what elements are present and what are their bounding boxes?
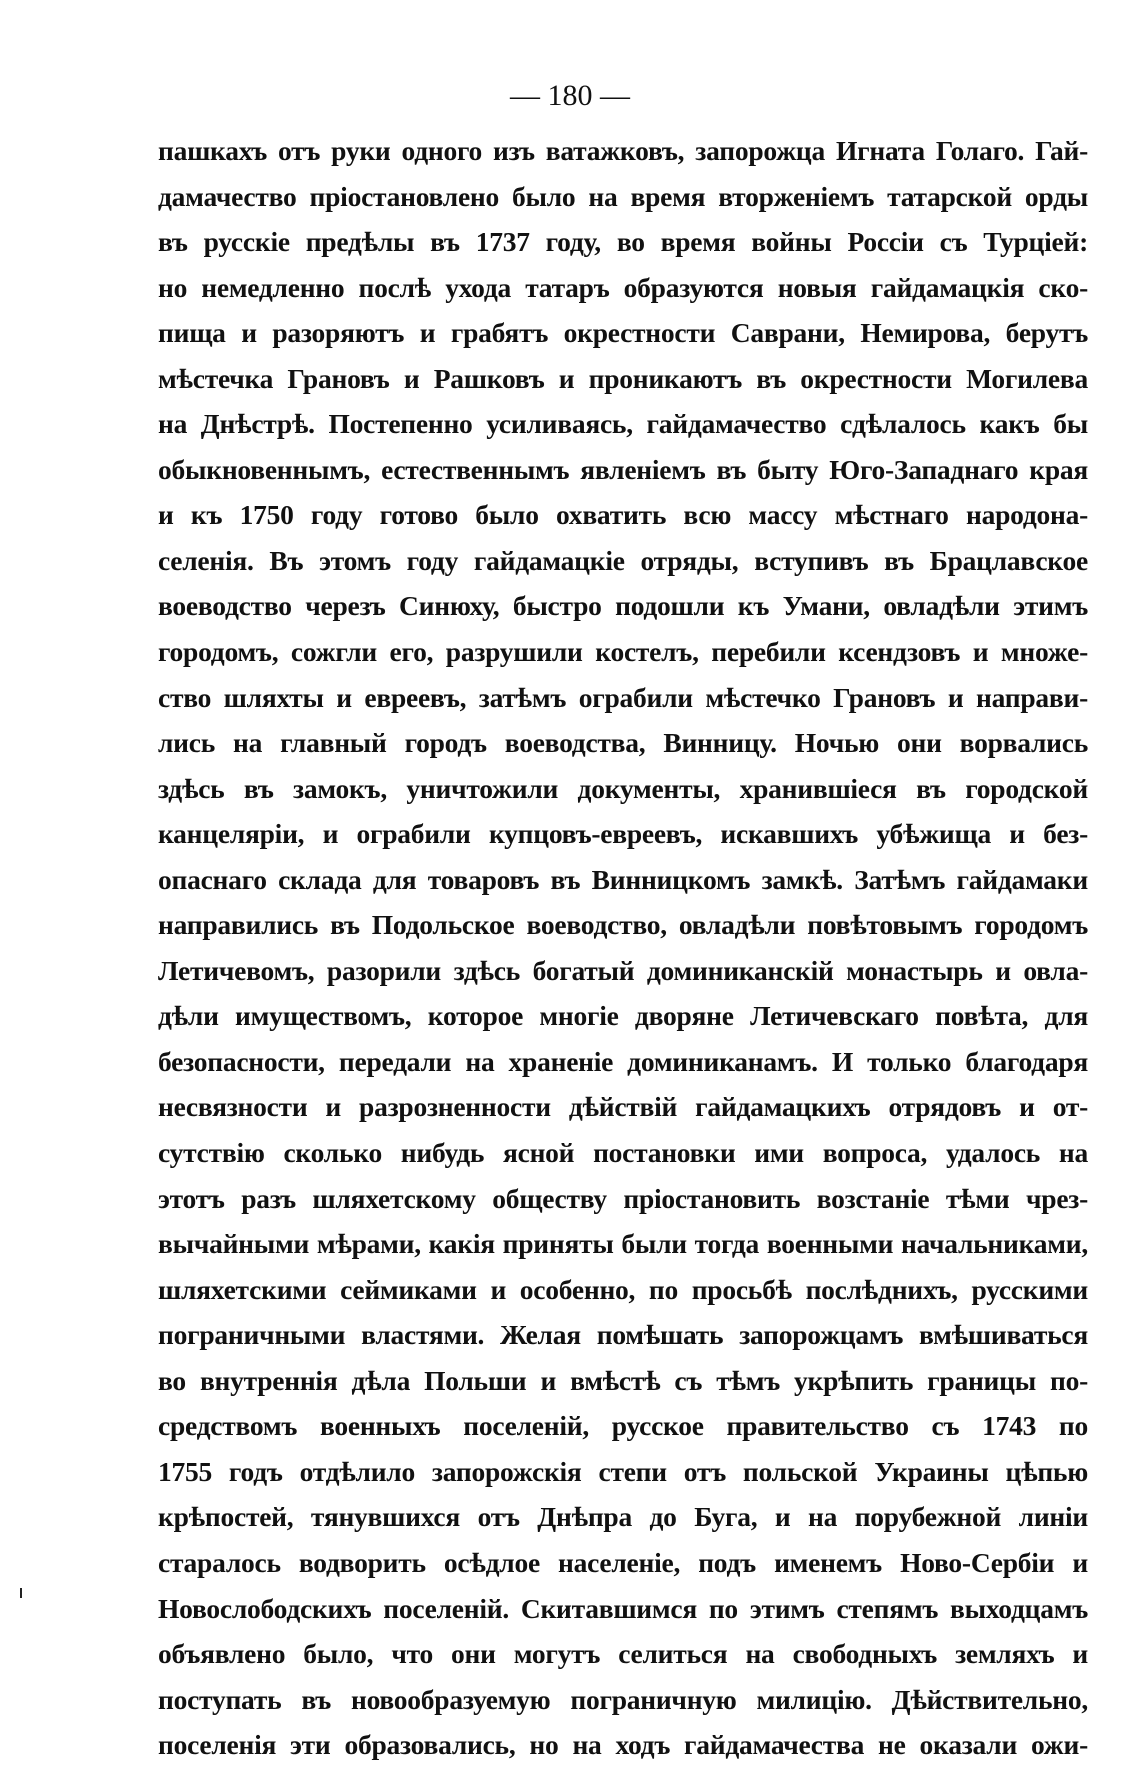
text-line: поселенія эти образовались, но на ходъ гайдамачества не оказали ожи- (158, 1729, 1088, 1761)
text-line: несвязности и разрозненности дѣйствій гайдамацкихъ отрядовъ и от- (158, 1091, 1088, 1123)
text-line: шляхетскими сеймиками и особенно, по просьбѣ послѣднихъ, русскими (158, 1273, 1088, 1305)
text-line: пограничными властями. Желая помѣшать запорожцамъ вмѣшиваться (158, 1319, 1088, 1351)
text-line: поступать въ новообразуемую пограничную милицію. Дѣйствительно, (158, 1683, 1088, 1715)
text-line: средствомъ военныхъ поселеній, русское правительство съ 1743 по (158, 1410, 1088, 1442)
text-line: направились въ Подольское воеводство, овладѣли повѣтовымъ городомъ (158, 909, 1088, 941)
text-line: пища и разоряютъ и грабятъ окрестности Саврани, Немирова, берутъ (158, 317, 1088, 349)
text-line: крѣпостей, тянувшихся отъ Днѣпра до Буга, и на порубежной линіи (158, 1501, 1088, 1533)
text-line: сутствію сколько нибудь ясной постановки ими вопроса, удалось на (158, 1137, 1088, 1169)
text-line: пашкахъ отъ руки одного изъ ватажковъ, запорожца Игната Голаго. Гай- (158, 135, 1088, 166)
text-line: здѣсь въ замокъ, уничтожили документы, хранившіеся въ городской (158, 772, 1088, 804)
text-line: и къ 1750 году готово было охватить всю массу мѣстнаго народона- (158, 499, 1088, 531)
text-line: объявлено было, что они могутъ селиться на свободныхъ земляхъ и (158, 1638, 1088, 1670)
text-line: канцеляріи, и ограбили купцовъ-евреевъ, искавшихъ убѣжища и без- (158, 818, 1088, 850)
text-line: воеводство черезъ Синюху, быстро подошли къ Умани, овладѣли этимъ (158, 590, 1088, 622)
text-line: въ русскіе предѣлы въ 1737 году, во время войны Россіи съ Турціей: (158, 226, 1088, 258)
text-line: опаснаго склада для товаровъ въ Винницкомъ замкѣ. Затѣмъ гайдамаки (158, 863, 1088, 895)
text-line: старалось водворить осѣдлое населеніе, подъ именемъ Ново-Сербіи и (158, 1546, 1088, 1578)
text-line: во внутреннія дѣла Польши и вмѣстѣ съ тѣмъ укрѣпить границы по- (158, 1364, 1088, 1396)
page-number: — 180 — (510, 79, 630, 112)
text-line: селенія. Въ этомъ году гайдамацкіе отряды, вступивъ въ Брацлавское (158, 544, 1088, 576)
text-line: Летичевомъ, разорили здѣсь богатый доминиканскій монастырь и овла- (158, 954, 1088, 986)
text-line: обыкновеннымъ, естественнымъ явленіемъ въ быту Юго-Западнаго края (158, 453, 1088, 485)
text-line: 1755 годъ отдѣлило запорожскія степи отъ польской Украины цѣпью (158, 1455, 1088, 1487)
text-line: вычайными мѣрами, какія приняты были тогда военными начальниками, (158, 1228, 1088, 1260)
text-line: безопасности, передали на храненіе доминиканамъ. И только благодаря (158, 1045, 1088, 1077)
text-line: дамачество пріостановлено было на время вторженіемъ татарской орды (158, 180, 1088, 212)
text-line: мѣстечка Грановъ и Рашковъ и проникаютъ въ окрестности Могилева (158, 362, 1088, 394)
scan-mark (20, 1588, 22, 1598)
text-line: на Днѣстрѣ. Постепенно усиливаясь, гайдамачество сдѣлалось какъ бы (158, 408, 1088, 440)
text-line: лись на главный городъ воеводства, Винницу. Ночью они ворвались (158, 727, 1088, 759)
text-line: Новослободскихъ поселеній. Скитавшимся по этимъ степямъ выходцамъ (158, 1592, 1088, 1624)
text-line: дѣли имуществомъ, которое многіе дворяне Летичевскаго повѣта, для (158, 1000, 1088, 1032)
text-line: ство шляхты и евреевъ, затѣмъ ограбили мѣстечко Грановъ и направи- (158, 681, 1088, 713)
text-line: этотъ разъ шляхетскому обществу пріостановить возстаніе тѣми чрез- (158, 1182, 1088, 1214)
text-line: городомъ, сожгли его, разрушили костелъ, перебили ксендзовъ и множе- (158, 636, 1088, 668)
body-text (158, 128, 1088, 1768)
text-line: но немедленно послѣ ухода татаръ образуются новыя гайдамацкія ско- (158, 271, 1088, 303)
